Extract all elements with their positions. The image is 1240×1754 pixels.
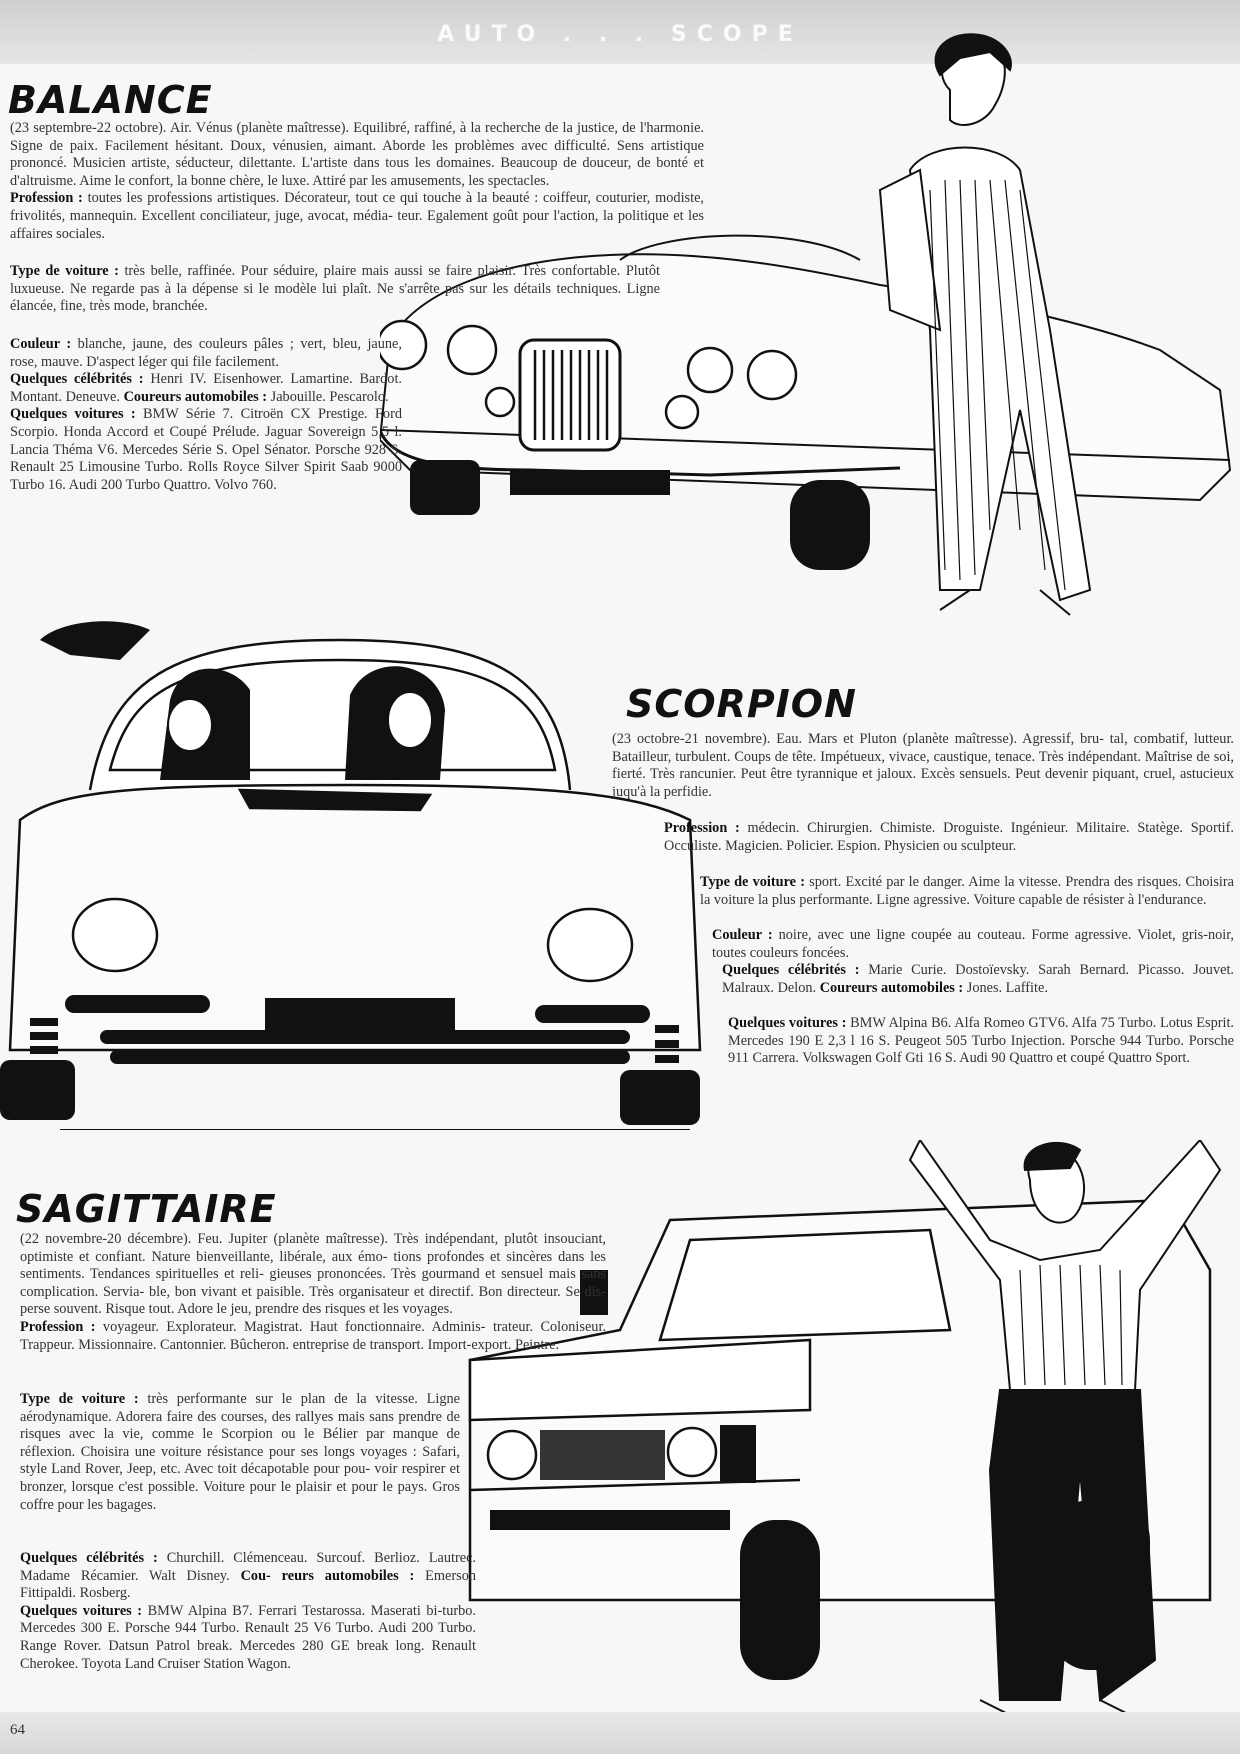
- scorpion-profession-block: [664, 820, 1234, 855]
- sagittaire-celebrites: Churchill. Clémenceau. Surcouf. Berlioz. Lautrec. Madame Récamier. Walt Disney.: [20, 1550, 477, 1584]
- sagittaire-voiture: très performante sur le plan de la vitesse. Ligne aérodynamique. Adorera faire des courses, des rallyes mais sans prendre de risques avec la vie, comme le Scorpion ou le Bélier par manque de réflexion. Choisira une voiture résistance pour ses longs voyages : Safari, style Land Rover, Jeep, etc. Avec toit décapotable pour pou- voir respirer et bronzer, lorsque c'est possible. Voiture pour le plaisir et pour le pays. Gros coffre pour les bagages.: [20, 1391, 460, 1513]
- scorpion-celebrites-label: Quelques célébrités :: [722, 962, 860, 978]
- sagittaire-voiture-label: Type de voiture :: [20, 1391, 139, 1407]
- balance-voiture-block: [10, 263, 660, 316]
- scorpion-couleur: noire, avec une ligne coupée au couteau. Forme agressive. Violet, gris-noir, toutes couleurs foncées.: [712, 927, 1234, 961]
- scorpion-celebrites: Marie Curie. Dostoïevsky. Sarah Bernard. Picasso. Jouvet. Malraux. Delon.: [722, 962, 1234, 996]
- balance-text-lower: [10, 336, 402, 494]
- balance-couleur: blanche, jaune, des couleurs pâles ; vert, bleu, jaune, rose, mauve. D'aspect léger qui file facilement.: [10, 336, 402, 370]
- page-number: 64: [10, 1722, 25, 1738]
- balance-profession: toutes les professions artistiques. Décorateur, tout ce qui touche à la beauté : coiffeur, couturier, modiste, frivolités, mannequin. Excellent conciliateur, juge, avocat, média- teur. Egalement goût pour l'action, la politique et les affaires sociales.: [10, 190, 704, 242]
- footer-band: [0, 1712, 1240, 1754]
- scorpion-voitures-label: Quelques voitures :: [728, 1015, 847, 1031]
- scorpion-voitures-block: [728, 1015, 1234, 1068]
- sagittaire-intro: (22 novembre-20 décembre). Feu. Jupiter (planète maîtresse). Très indépendant, plutôt insouciant, optimiste et confiant. Nature bienveillante, libérale, aux émo- tions profondes et sincères dans les sentiments. Tendances spirituelles et reli- gieuses prononcées. Très gourmand et sensuel mais sans complication. Servia- ble, bon vivant et paisible. Très organisateur et directif. Bon directeur. Se dis- perse souvent. Risque tout. Adore le jeu, prendre des risques et les voyages.: [20, 1231, 606, 1318]
- sagittaire-text-lower: [20, 1550, 476, 1673]
- scorpion-voiture: sport. Excité par le danger. Aime la vitesse. Prendra des risques. Choisira la voiture la plus performante. Ligne agressive. Voiture capable de résister à l'endurance.: [700, 874, 1234, 908]
- balance-celebrites-label: Quelques célébrités :: [10, 371, 144, 388]
- balance-couleur-label: Couleur :: [10, 336, 72, 352]
- scorpion-voiture-label: Type de voiture :: [700, 874, 805, 890]
- sagittaire-profession-label: Profession :: [20, 1318, 96, 1335]
- scorpion-coureurs: Jones. Laffite.: [963, 979, 1048, 996]
- scorpion-title: SCORPION: [626, 682, 857, 726]
- balance-coureurs: Jabouille. Pescarolo.: [267, 388, 389, 405]
- balance-voitures-label: Quelques voitures :: [10, 406, 136, 423]
- sagittaire-coureurs-label: Cou- reurs automobiles :: [240, 1567, 415, 1584]
- balance-voiture-label: Type de voiture :: [10, 263, 119, 279]
- scorpion-couleur-block: [712, 927, 1234, 962]
- sagittaire-profession: voyageur. Explorateur. Magistrat. Haut fonctionnaire. Adminis- trateur. Coloniseur. Trappeur. Missionnaire. Cantonnier. Bûcheron. entreprise de transport. Import-export. Peintre.: [20, 1318, 606, 1353]
- scorpion-voitures: BMW Alpina B6. Alfa Romeo GTV6. Alfa 75 Turbo. Lotus Esprit. Mercedes 190 E 2,3 l 16 S. Peugeot 505 Turbo Injection. Porsche 944 Turbo. Porsche 911 Carrera. Volkswagen Golf Gti 16 S. Audi 90 Quattro et coupé Quattro Sport.: [728, 1015, 1234, 1067]
- balance-text-top: [10, 120, 704, 243]
- sagittaire-title: SAGITTAIRE: [16, 1187, 277, 1231]
- scorpion-coureurs-label: Coureurs automobiles :: [819, 979, 964, 996]
- scorpion-celebrites-block: [722, 962, 1234, 997]
- scorpion-couleur-label: Couleur :: [712, 927, 773, 943]
- header-title: AUTO . . . SCOPE: [437, 22, 803, 47]
- sagittaire-voitures: BMW Alpina B7. Ferrari Testarossa. Maserati bi-turbo. Mercedes 300 E. Porsche 944 Turbo. Renault 25 V6 Turbo. Audi 200 Turbo. Range Rover. Datsun Patrol break. Mercedes 280 GE break long. Renault Cherokee. Toyota Land Cruiser Station Wagon.: [20, 1602, 476, 1672]
- scorpion-profession: médecin. Chirurgien. Chimiste. Droguiste. Ingénieur. Militaire. Statège. Sportif. Occuliste. Magicien. Policier. Espion. Physicien ou sculpteur.: [664, 820, 1234, 854]
- balance-voitures: BMW Série 7. Citroën CX Prestige. Ford Scorpio. Honda Accord et Coupé Prélude. Jaguar Sovereign 5,5 l. Lancia Théma V6. Mercedes Série S. Opel Sénator. Porsche 928 S. Renault 25 Limousine Turbo. Rolls Royce Silver Spirit Saab 9000 Turbo 16. Audi 200 Turbo Quattro. Volvo 760.: [10, 406, 402, 493]
- scorpion-intro: (23 octobre-21 novembre). Eau. Mars et Pluton (planète maîtresse). Agressif, bru- tal, combatif, lutteur. Batailleur, turbulent. Coups de tête. Impétueux, vivace, caustique, tenace. Très indépendant. Maîtrise de soi, fierté. Très rancunier. Peut être tyrannique et jaloux. Excès sensuels. Peut devenir piquant, cruel, astucieux juqu'à la perfidie.: [612, 731, 1234, 800]
- balance-profession-label: Profession :: [10, 190, 83, 207]
- scorpion-profession-label: Profession :: [664, 820, 740, 836]
- balance-celebrites: Henri IV. Eisenhower. Lamartine. Bardot. Montant. Deneuve.: [10, 371, 403, 405]
- balance-voiture: très belle, raffinée. Pour séduire, plaire mais aussi se faire plaisir. Très confortable. Plutôt luxueuse. Ne regarde pas à la dépense si le modèle lui plaît. Ne s'arrête pas sur les détails techniques. Ligne élancée, fine, très mode, branchée.: [10, 263, 660, 315]
- balance-coureurs-label: Coureurs automobiles :: [123, 388, 268, 405]
- balance-title: BALANCE: [8, 78, 213, 122]
- balance-intro: (23 septembre-22 octobre). Air. Vénus (planète maîtresse). Equilibré, raffiné, à la recherche de la justice, de l'harmonie. Signe de paix. Facilement hésitant. Doux, vénusien, aimant. Aborde les problèmes avec difficulté. Sens artistique prononcé. Musicien artiste, séducteur, dilettante. L'artiste dans tous les domaines. Beaucoup de douceur, de bonté et d'altruisme. Aime le confort, la bonne chère, le luxe. Attiré par les amusements, les spectacles.: [10, 120, 704, 189]
- porsche-car-illustration: [0, 620, 710, 1130]
- sagittaire-coureurs: Emerson Fittipaldi. Rosberg.: [20, 1567, 477, 1602]
- sagittaire-text-top: [20, 1231, 606, 1354]
- dandy-man-illustration: [820, 30, 1200, 670]
- sagittaire-voiture-block: [20, 1391, 460, 1514]
- sagittaire-voitures-label: Quelques voitures :: [20, 1602, 143, 1619]
- sagittaire-celebrites-label: Quelques célébrités :: [20, 1550, 158, 1566]
- scorpion-intro-block: [612, 731, 1234, 801]
- scorpion-voiture-block: [700, 874, 1234, 909]
- cheering-man-illustration: [900, 1140, 1240, 1754]
